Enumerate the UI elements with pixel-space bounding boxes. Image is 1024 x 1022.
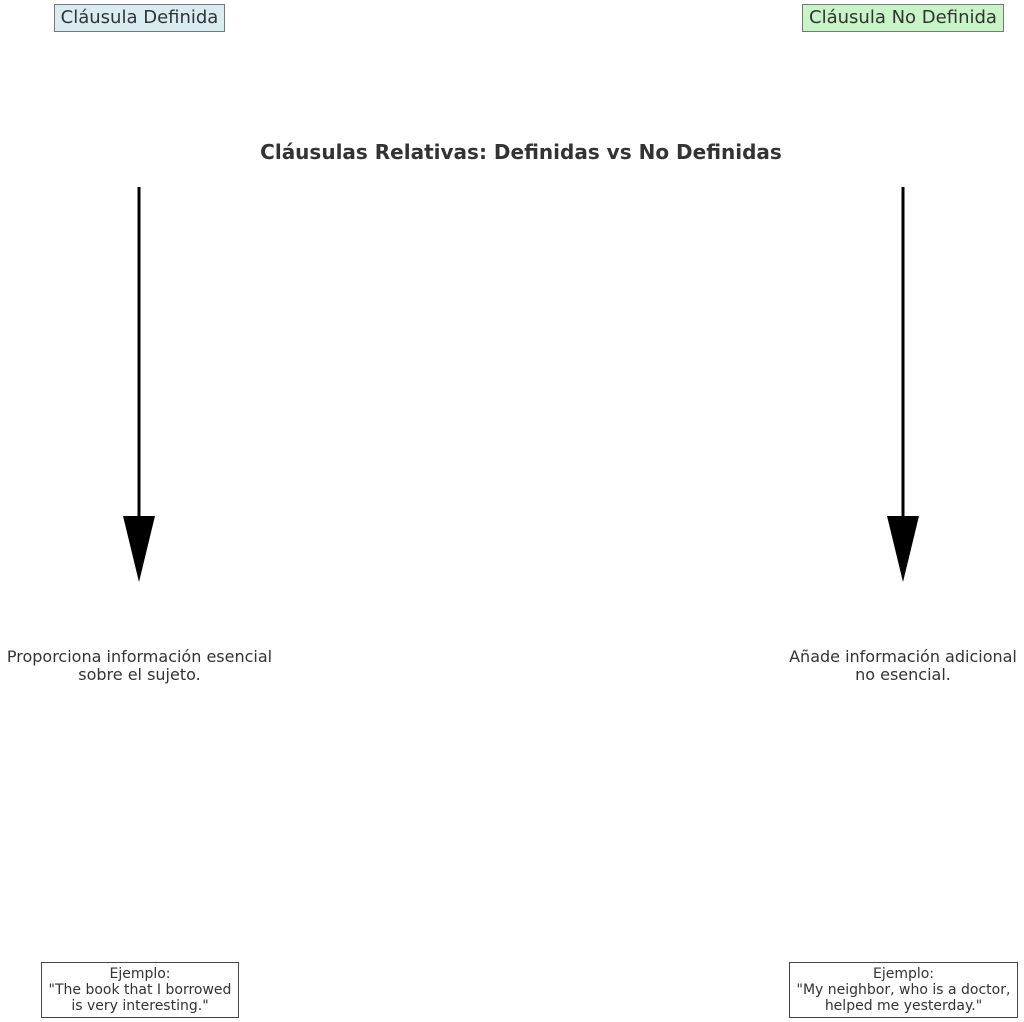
non-defined-clause-description [783, 648, 1023, 684]
defined-clause-example [41, 962, 239, 1018]
description-line: Proporciona información esencial [6, 647, 273, 666]
description-line: sobre el sujeto. [78, 665, 201, 684]
arrow-down-icon-left [123, 187, 155, 582]
non-defined-clause-label: Cláusula No Definida [802, 4, 1004, 32]
example-line: "My neighbor, who is a doctor, [796, 982, 1011, 998]
arrow-down-icon-right [887, 187, 919, 582]
example-line: is very interesting." [71, 998, 209, 1014]
defined-clause-description [0, 648, 279, 684]
example-line: "The book that I borrowed [48, 982, 232, 998]
defined-clause-label: Cláusula Definida [54, 4, 225, 32]
non-defined-clause-example [789, 962, 1018, 1018]
description-line: Añade información adicional [789, 647, 1017, 666]
example-line: helped me yesterday." [824, 998, 983, 1014]
description-line: no esencial. [855, 665, 951, 684]
example-line: Ejemplo: [109, 966, 171, 982]
diagram-title: Cláusulas Relativas: Definidas vs No Definidas [260, 140, 782, 164]
example-line: Ejemplo: [872, 966, 935, 982]
